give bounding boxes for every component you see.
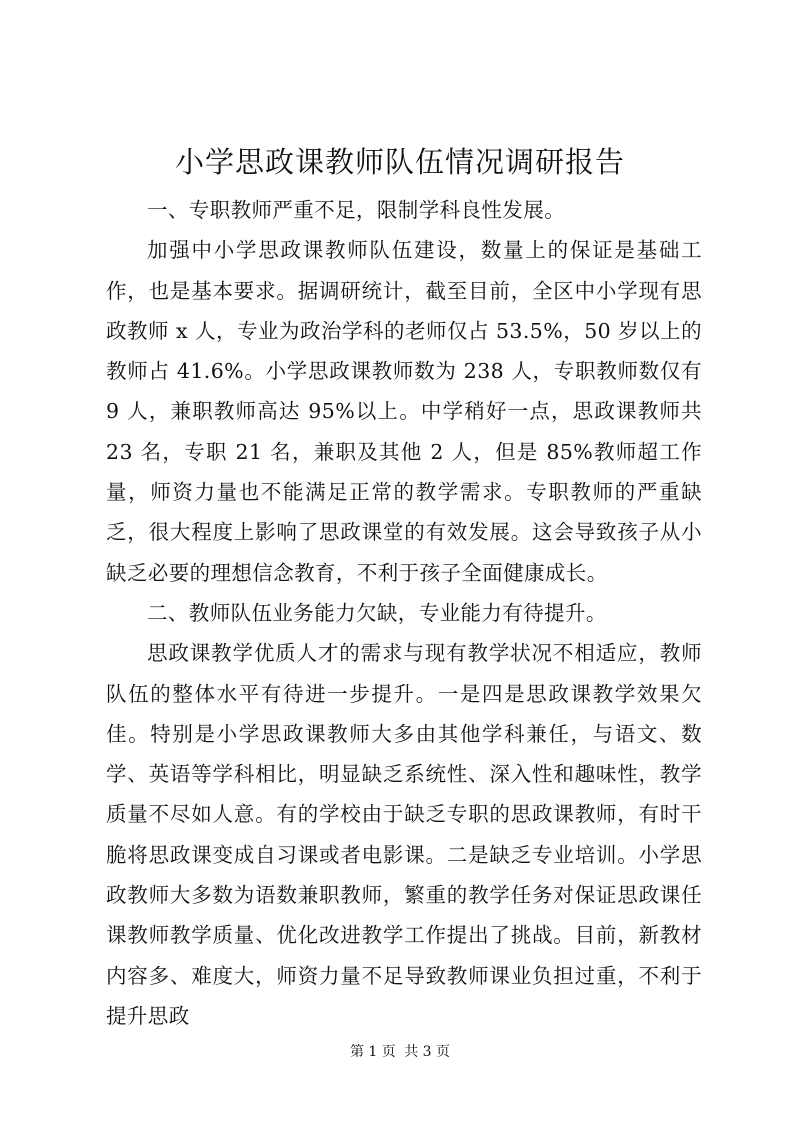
page-number: 第 1 页 — [349, 1044, 396, 1060]
section-heading-1: 一、专职教师严重不足，限制学科良性发展。 — [147, 198, 565, 222]
paragraph-2: 思政课教学优质人才的需求与现有教学状况不相适应，教师队伍的整体水平有待进一步提升。一是四是思政课教学效果欠佳。特别是小学思政课教师大多由其他学科兼任，与语文、数学、英语等学科相比，明显缺乏系统性、深入性和趣味性，教学质量不尽如人意。有的学校由于缺乏专职的思政课教师，有时干脆将思政课变成自习课或者电影课。二是缺乏专业培训。小学思政教师大多数为语数兼职教师，繁重的教学任务对保证思政课任课教师教学质量、优化改进教学工作提出了挑战。目前，新教材内容多、难度大，师资力量不足导致教师课业负担过重，不利于提升思政 — [106, 641, 702, 1028]
paragraph-1: 加强中小学思政课教师队伍建设，数量上的保证是基础工作，也是基本要求。据调研统计，截至目前，全区中小学现有思政教师 x 人，专业为政治学科的老师仅占 53.5%，50 岁以上的教师占 41.6%。小学思政课教师数为 238 人，专职教师数仅有 9 人，兼职教师高达 95%以上。中学稍好一点，思政课教师共 23 名，专职 21 名，兼职及其他 2 人，但是 85%教师超工作量，师资力量也不能满足正常的教学需求。专职教师的严重缺乏，很大程度上影响了思政课堂的有效发展。这会导致孩子从小缺乏必要的理想信念教育，不利于孩子全面健康成长。 — [106, 238, 702, 585]
page-footer — [0, 1042, 800, 1062]
page-total: 共 3 页 — [404, 1044, 451, 1060]
section-heading-2: 二、教师队伍业务能力欠缺，专业能力有待提升。 — [147, 600, 607, 625]
document-body — [106, 190, 702, 1036]
document-title: 小学思政课教师队伍情况调研报告 — [174, 145, 625, 179]
